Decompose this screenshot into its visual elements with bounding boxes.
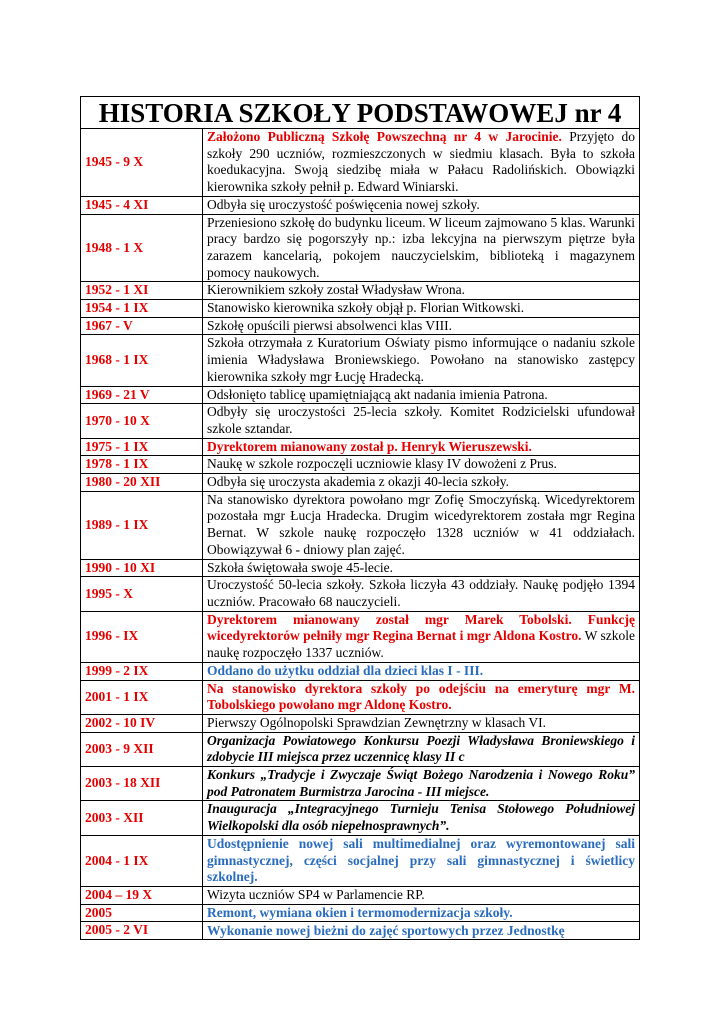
row-description: Szkoła otrzymała z Kuratorium Oświaty pismo informujące o nadaniu szkole imienia Władysława Broniewskiego. Powołano na stanowisko zastępcy kierownika szkoły mgr Łucję Hradecką. bbox=[203, 335, 640, 386]
row-date: 1995 - X bbox=[81, 577, 203, 611]
table-row bbox=[81, 196, 640, 214]
table-row bbox=[81, 491, 640, 559]
table-row bbox=[81, 801, 640, 835]
row-date: 1970 - 10 X bbox=[81, 404, 203, 438]
table-row bbox=[81, 386, 640, 404]
row-date: 1945 - 4 XI bbox=[81, 196, 203, 214]
row-date: 1980 - 20 XII bbox=[81, 474, 203, 492]
row-description: Szkołę opuścili pierwsi absolwenci klas VIII. bbox=[203, 317, 640, 335]
row-description: Oddano do użytku oddział dla dzieci klas I - III. bbox=[203, 662, 640, 680]
table-row bbox=[81, 767, 640, 801]
row-date: 2003 - 9 XII bbox=[81, 732, 203, 766]
row-description bbox=[203, 611, 640, 662]
row-date: 1999 - 2 IX bbox=[81, 662, 203, 680]
row-description: Naukę w szkole rozpoczęli uczniowie klasy IV dowożeni z Prus. bbox=[203, 456, 640, 474]
row-description: Uroczystość 50-lecia szkoły. Szkoła liczyła 43 oddziały. Naukę podjęło 1394 uczniów. Pracowało 68 nauczycieli. bbox=[203, 577, 640, 611]
row-date: 1945 - 9 X bbox=[81, 129, 203, 197]
row-description: Odbyła się uroczystość poświęcenia nowej szkoły. bbox=[203, 196, 640, 214]
row-date: 1990 - 10 XI bbox=[81, 559, 203, 577]
row-description: Kierownikiem szkoły został Władysław Wrona. bbox=[203, 282, 640, 300]
table-row bbox=[81, 335, 640, 386]
table-row bbox=[81, 732, 640, 766]
row-description: Szkoła świętowała swoje 45-lecie. bbox=[203, 559, 640, 577]
row-date: 1969 - 21 V bbox=[81, 386, 203, 404]
row-description: Przeniesiono szkołę do budynku liceum. W liceum zajmowano 5 klas. Warunki pracy bardzo się pogorszyły np.: izba lekcyjna na pierwszym piętrze była zarazem kancelarią, pokojem nauczycielskim, biblioteką i magazynem pomocy naukowych. bbox=[203, 214, 640, 282]
row-description: Konkurs „Tradycje i Zwyczaje Świąt Bożego Narodzenia i Nowego Roku” pod Patronatem Burmistrza Jarocina - III miejsce. bbox=[203, 767, 640, 801]
row-date: 1954 - 1 IX bbox=[81, 300, 203, 318]
title-row bbox=[81, 97, 640, 129]
table-row bbox=[81, 577, 640, 611]
row-date: 1996 - IX bbox=[81, 611, 203, 662]
row-description: Pierwszy Ogólnopolski Sprawdzian Zewnętrzny w klasach VI. bbox=[203, 714, 640, 732]
table-row bbox=[81, 922, 640, 940]
row-description: Organizacja Powiatowego Konkursu Poezji Władysława Broniewskiego i zdobycie III miejsca przez uczennicę klasy II c bbox=[203, 732, 640, 766]
row-description: Stanowisko kierownika szkoły objął p. Florian Witkowski. bbox=[203, 300, 640, 318]
table-row bbox=[81, 404, 640, 438]
row-description: Inauguracja „Integracyjnego Turnieju Tenisa Stołowego Południowej Wielkopolski dla osób niepełnosprawnych”. bbox=[203, 801, 640, 835]
row-description: Odbyła się uroczysta akademia z okazji 40-lecia szkoły. bbox=[203, 474, 640, 492]
row-date: 1968 - 1 IX bbox=[81, 335, 203, 386]
table-row bbox=[81, 129, 640, 197]
table-row bbox=[81, 835, 640, 886]
table-row bbox=[81, 611, 640, 662]
table-row bbox=[81, 214, 640, 282]
table-row bbox=[81, 886, 640, 904]
table-row bbox=[81, 456, 640, 474]
row-text: Wykonanie nowej bieżni do zajęć sportowych przez Jednostkę bbox=[207, 922, 565, 938]
row-text: W szkole naukę rozpoczęło 1337 uczniów. bbox=[207, 628, 636, 661]
row-date: 1952 - 1 XI bbox=[81, 282, 203, 300]
row-description: Dyrektorem mianowany został p. Henryk Wieruszewski. bbox=[203, 438, 640, 456]
row-date: 2004 – 19 X bbox=[81, 886, 203, 904]
table-row bbox=[81, 662, 640, 680]
row-description: Remont, wymiana okien i termomodernizacja szkoły. bbox=[203, 904, 640, 922]
row-description: Na stanowisko dyrektora szkoły po odejściu na emeryturę mgr M. Tobolskiego powołano mgr Aldonę Kostro. bbox=[203, 680, 640, 714]
row-date: 2003 - 18 XII bbox=[81, 767, 203, 801]
history-table bbox=[80, 96, 640, 940]
row-text: Przyjęto do szkoły 290 uczniów, rozmieszczonych w siedmiu klasach. Była to szkoła koedukacyjna. Swoją siedzibę miała w Pałacu Radolińskich. Obowiązki kierownika szkoły pełnił p. Edward Winiarski. bbox=[207, 129, 636, 195]
row-description: Udostępnienie nowej sali multimedialnej oraz wyremontowanej sali gimnastycznej, części socjalnej przy sali gimnastycznej i świetlicy szkolnej. bbox=[203, 835, 640, 886]
page-title: HISTORIA SZKOŁY PODSTAWOWEJ nr 4 bbox=[81, 97, 640, 129]
table-row bbox=[81, 282, 640, 300]
row-date: 2001 - 1 IX bbox=[81, 680, 203, 714]
row-description: Wizyta uczniów SP4 w Parlamencie RP. bbox=[203, 886, 640, 904]
row-description bbox=[203, 129, 640, 197]
row-date: 2002 - 10 IV bbox=[81, 714, 203, 732]
table-row bbox=[81, 559, 640, 577]
row-date: 2005 bbox=[81, 904, 203, 922]
table-row bbox=[81, 680, 640, 714]
table-row bbox=[81, 317, 640, 335]
table-row bbox=[81, 474, 640, 492]
table-row bbox=[81, 438, 640, 456]
row-description: Na stanowisko dyrektora powołano mgr Zofię Smoczyńską. Wicedyrektorem pozostała mgr Łucja Hradecka. Drugim wicedyrektorem została mgr Regina Bernat. W szkole naukę rozpoczęło 1328 uczniów w 41 oddziałach. Obowiązywał 6 - dniowy plan zajęć. bbox=[203, 491, 640, 559]
row-date: 2003 - XII bbox=[81, 801, 203, 835]
table-row bbox=[81, 300, 640, 318]
row-date: 2005 - 2 VI bbox=[81, 922, 203, 940]
row-date: 1975 - 1 IX bbox=[81, 438, 203, 456]
row-date: 1967 - V bbox=[81, 317, 203, 335]
row-description bbox=[203, 922, 640, 940]
row-highlight: Założono Publiczną Szkołę Powszechną nr 4 w Jarocinie. bbox=[207, 129, 562, 144]
row-highlight: Dyrektorem mianowany został mgr Marek Tobolski. Funkcję wicedyrektorów pełniły mgr Regina Bernat i mgr Aldona Kostro. bbox=[207, 611, 636, 644]
row-date: 1948 - 1 X bbox=[81, 214, 203, 282]
table-row bbox=[81, 904, 640, 922]
table-row bbox=[81, 714, 640, 732]
row-date: 1989 - 1 IX bbox=[81, 491, 203, 559]
row-date: 2004 - 1 IX bbox=[81, 835, 203, 886]
document-page bbox=[80, 96, 639, 940]
row-description: Odsłonięto tablicę upamiętniającą akt nadania imienia Patrona. bbox=[203, 386, 640, 404]
row-date: 1978 - 1 IX bbox=[81, 456, 203, 474]
row-description: Odbyły się uroczystości 25-lecia szkoły. Komitet Rodzicielski ufundował szkole sztandar. bbox=[203, 404, 640, 438]
